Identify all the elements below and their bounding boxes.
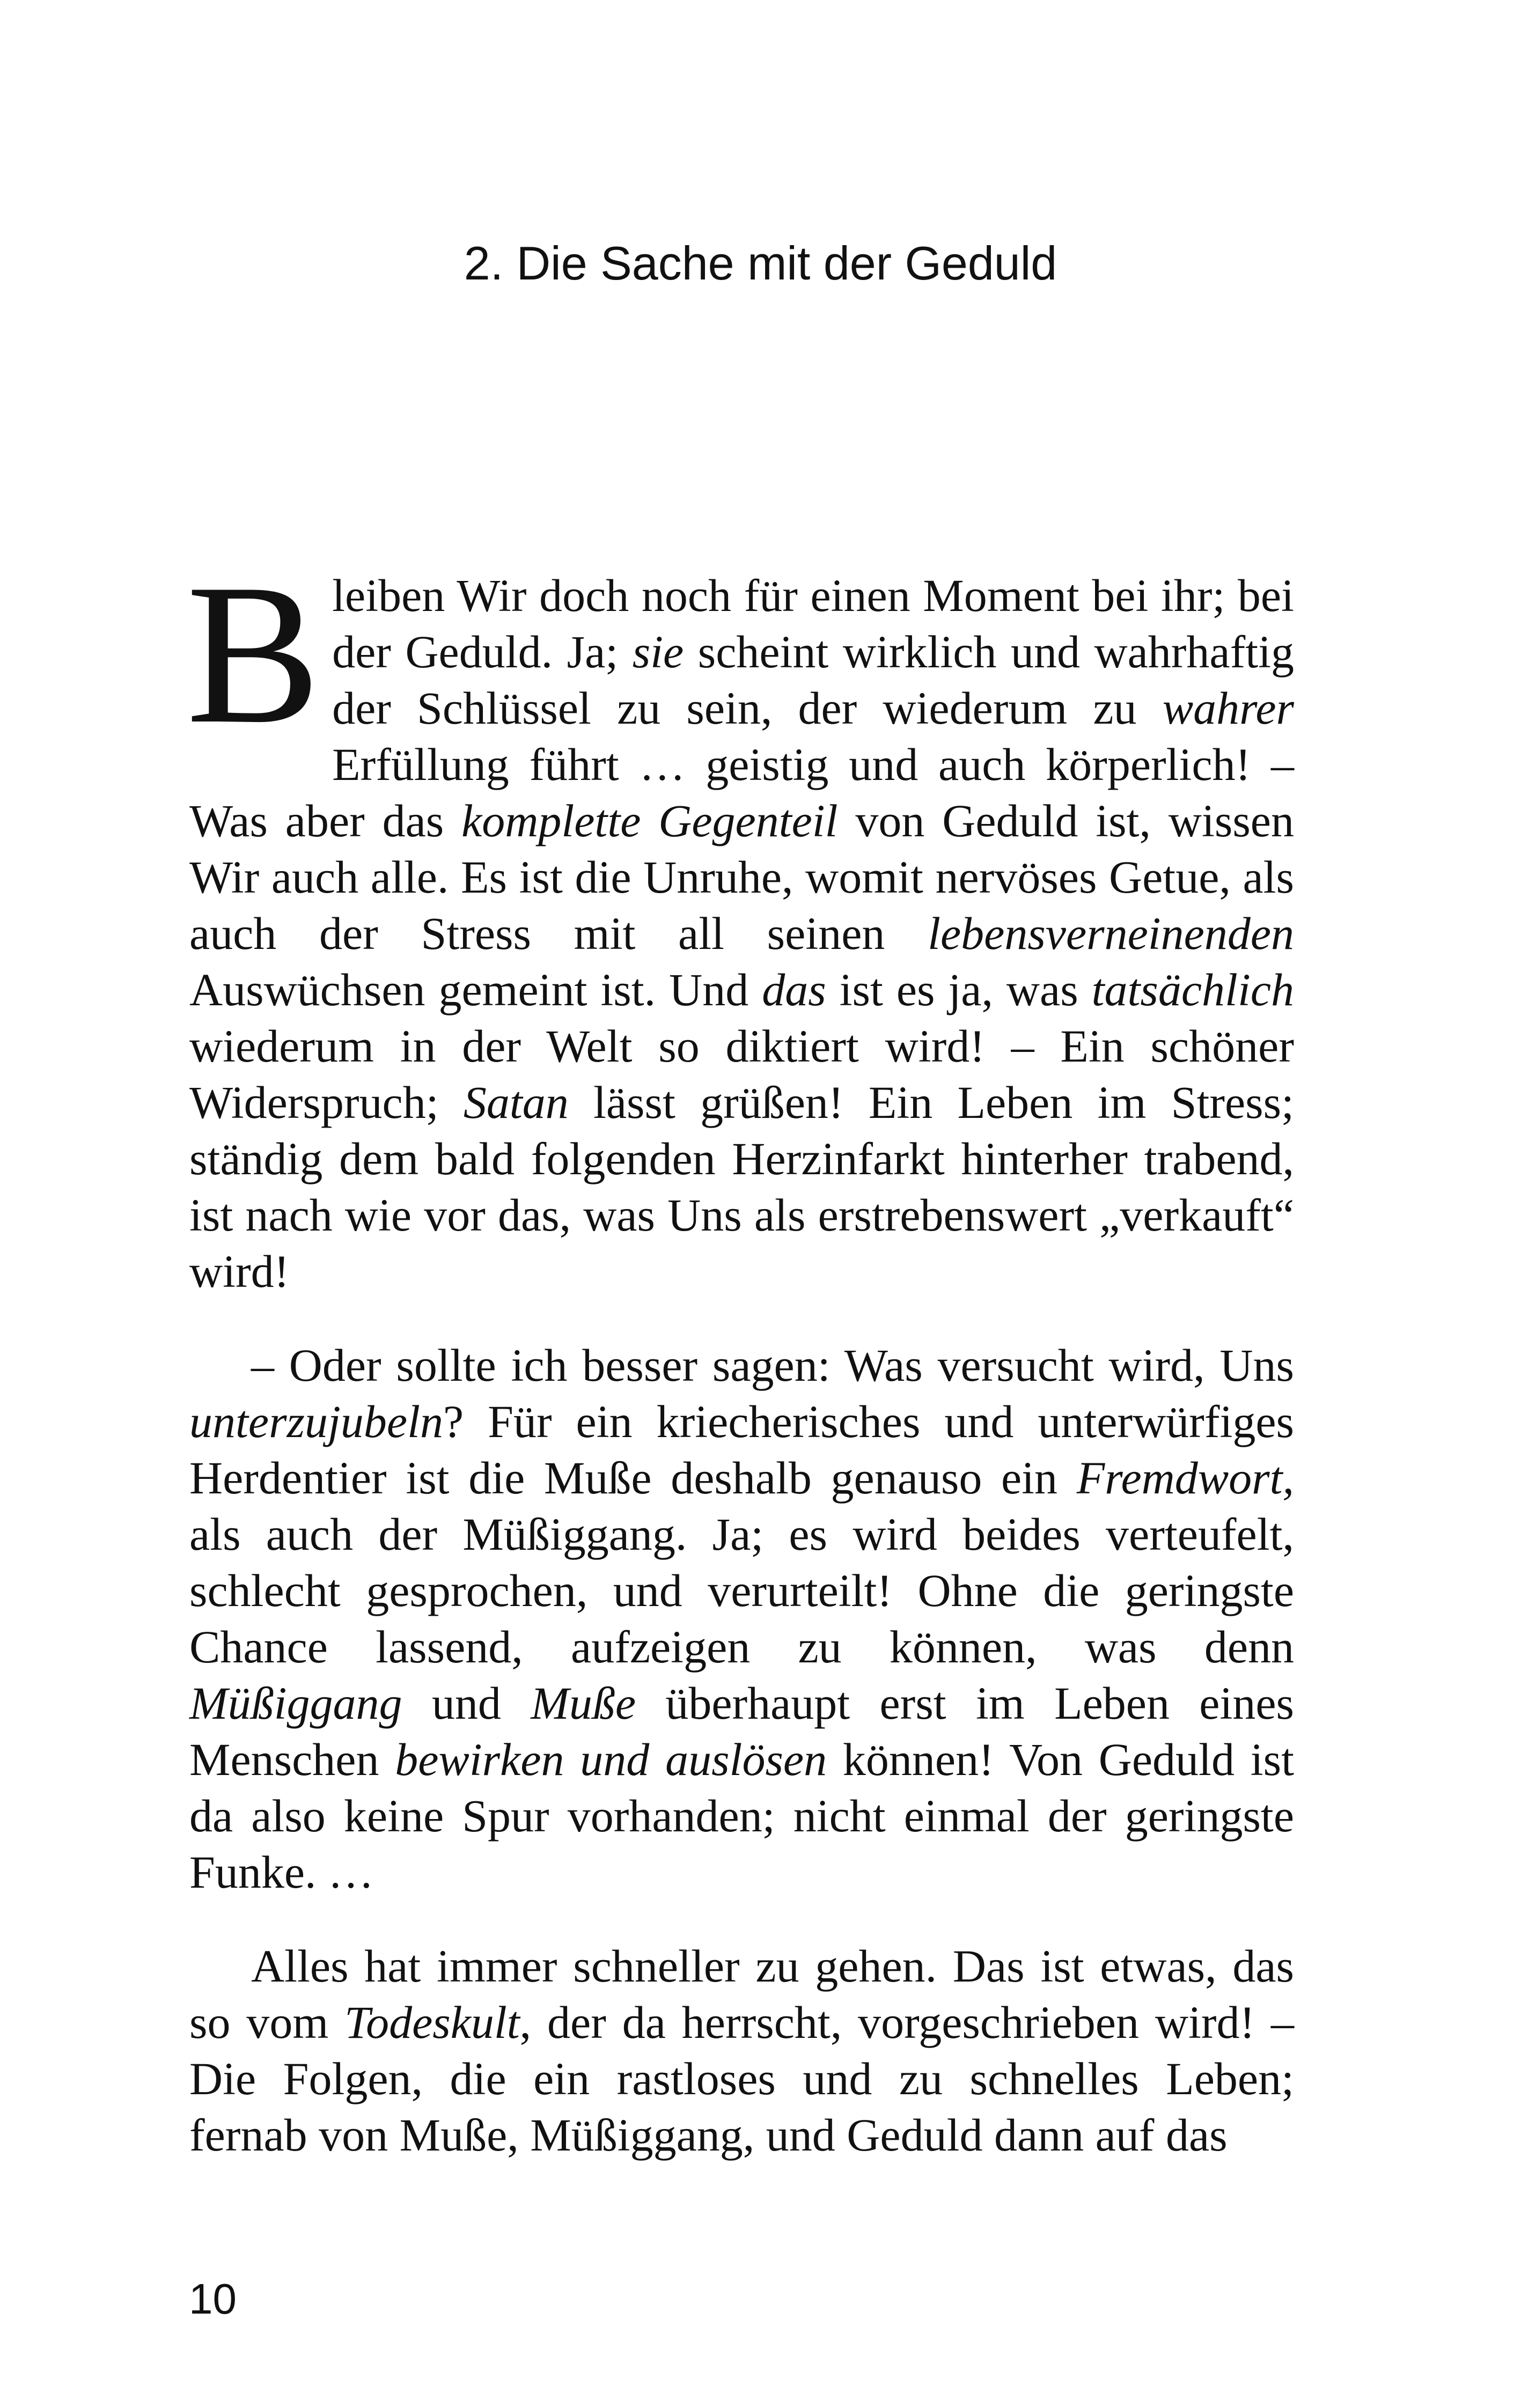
text-run: Erfüllung führt … geistig und auch körperlich! – Was aber das: [189, 739, 1294, 846]
text-run: Auswüchsen gemeint ist. Und: [189, 964, 762, 1015]
text-run: – Oder sollte ich besser sagen: Was versucht wird, Uns: [251, 1339, 1294, 1391]
text-run: scheint wirklich und wahrhaftig der Schlüssel zu sein, der wiederum zu: [332, 626, 1294, 734]
text-run: Alles hat immer schneller zu gehen. Das ist etwas, das so vom: [189, 1940, 1294, 2048]
chapter-heading: 2. Die Sache mit der Geduld: [464, 237, 1057, 290]
text-run: lässt grüßen! Ein Leben im Stress; ständig dem bald folgenden Herzinfarkt hinterher trabend, ist nach wie vor das, was Uns als erstrebenswert „verkauft“ wird!: [189, 1077, 1294, 1297]
text-run: und: [402, 1677, 531, 1729]
italic-run: wahrer: [1162, 682, 1294, 734]
text-run: wiederum in der Welt so diktiert wird! – Ein schöner Widerspruch;: [189, 1020, 1294, 1128]
italic-run: das: [762, 964, 826, 1015]
italic-run: sie: [632, 626, 684, 678]
text-run: leiben Wir doch noch für einen Moment bei ihr; bei der Geduld. Ja;: [332, 570, 1294, 678]
italic-run: tatsächlich: [1091, 964, 1295, 1015]
italic-run: Fremdwort,: [1076, 1452, 1294, 1504]
italic-run: Todeskult: [344, 1997, 520, 2048]
italic-run: Satan: [463, 1077, 569, 1128]
text-run: ? Für ein kriecherisches und unterwürfiges Herdentier ist die Muße deshalb genauso ein: [189, 1396, 1294, 1504]
page-number: 10: [189, 2275, 237, 2323]
italic-run: Muße: [531, 1677, 636, 1729]
paragraph-2: [189, 1337, 1294, 1901]
text-run: , der da herrscht, vorgeschrieben wird! – Die Folgen, die ein rastloses und zu schnelles Leben; fernab von Muße, Müßiggang, und Geduld dann auf das: [189, 1997, 1294, 2161]
text-run: von Geduld ist, wissen Wir auch alle. Es ist die Unruhe, womit nervöses Getue, als auch der Stress mit all seinen: [189, 795, 1294, 959]
italic-run: unterzujubeln: [189, 1396, 443, 1447]
text-run: überhaupt erst im Leben eines Menschen: [189, 1677, 1294, 1785]
italic-run: Müßiggang: [189, 1677, 402, 1729]
paragraph-3: [189, 1938, 1294, 2163]
italic-run: lebensverneinenden: [928, 908, 1294, 959]
italic-run: bewirken und auslösen: [395, 1734, 827, 1785]
text-run: als auch der Müßiggang. Ja; es wird beides verteufelt, schlecht gesprochen, und verurteilt! Ohne die geringste Chance lassend, aufzeigen zu können, was denn: [189, 1508, 1294, 1673]
drop-cap: B: [186, 543, 321, 765]
text-run: können! Von Geduld ist da also keine Spur vorhanden; nicht einmal der geringste Funke. …: [189, 1734, 1294, 1898]
paragraph-1: [186, 543, 1295, 1300]
text-run: ist es ja, was: [826, 964, 1092, 1015]
italic-run: komplette Gegenteil: [461, 795, 838, 846]
body-text: [186, 543, 1295, 2163]
